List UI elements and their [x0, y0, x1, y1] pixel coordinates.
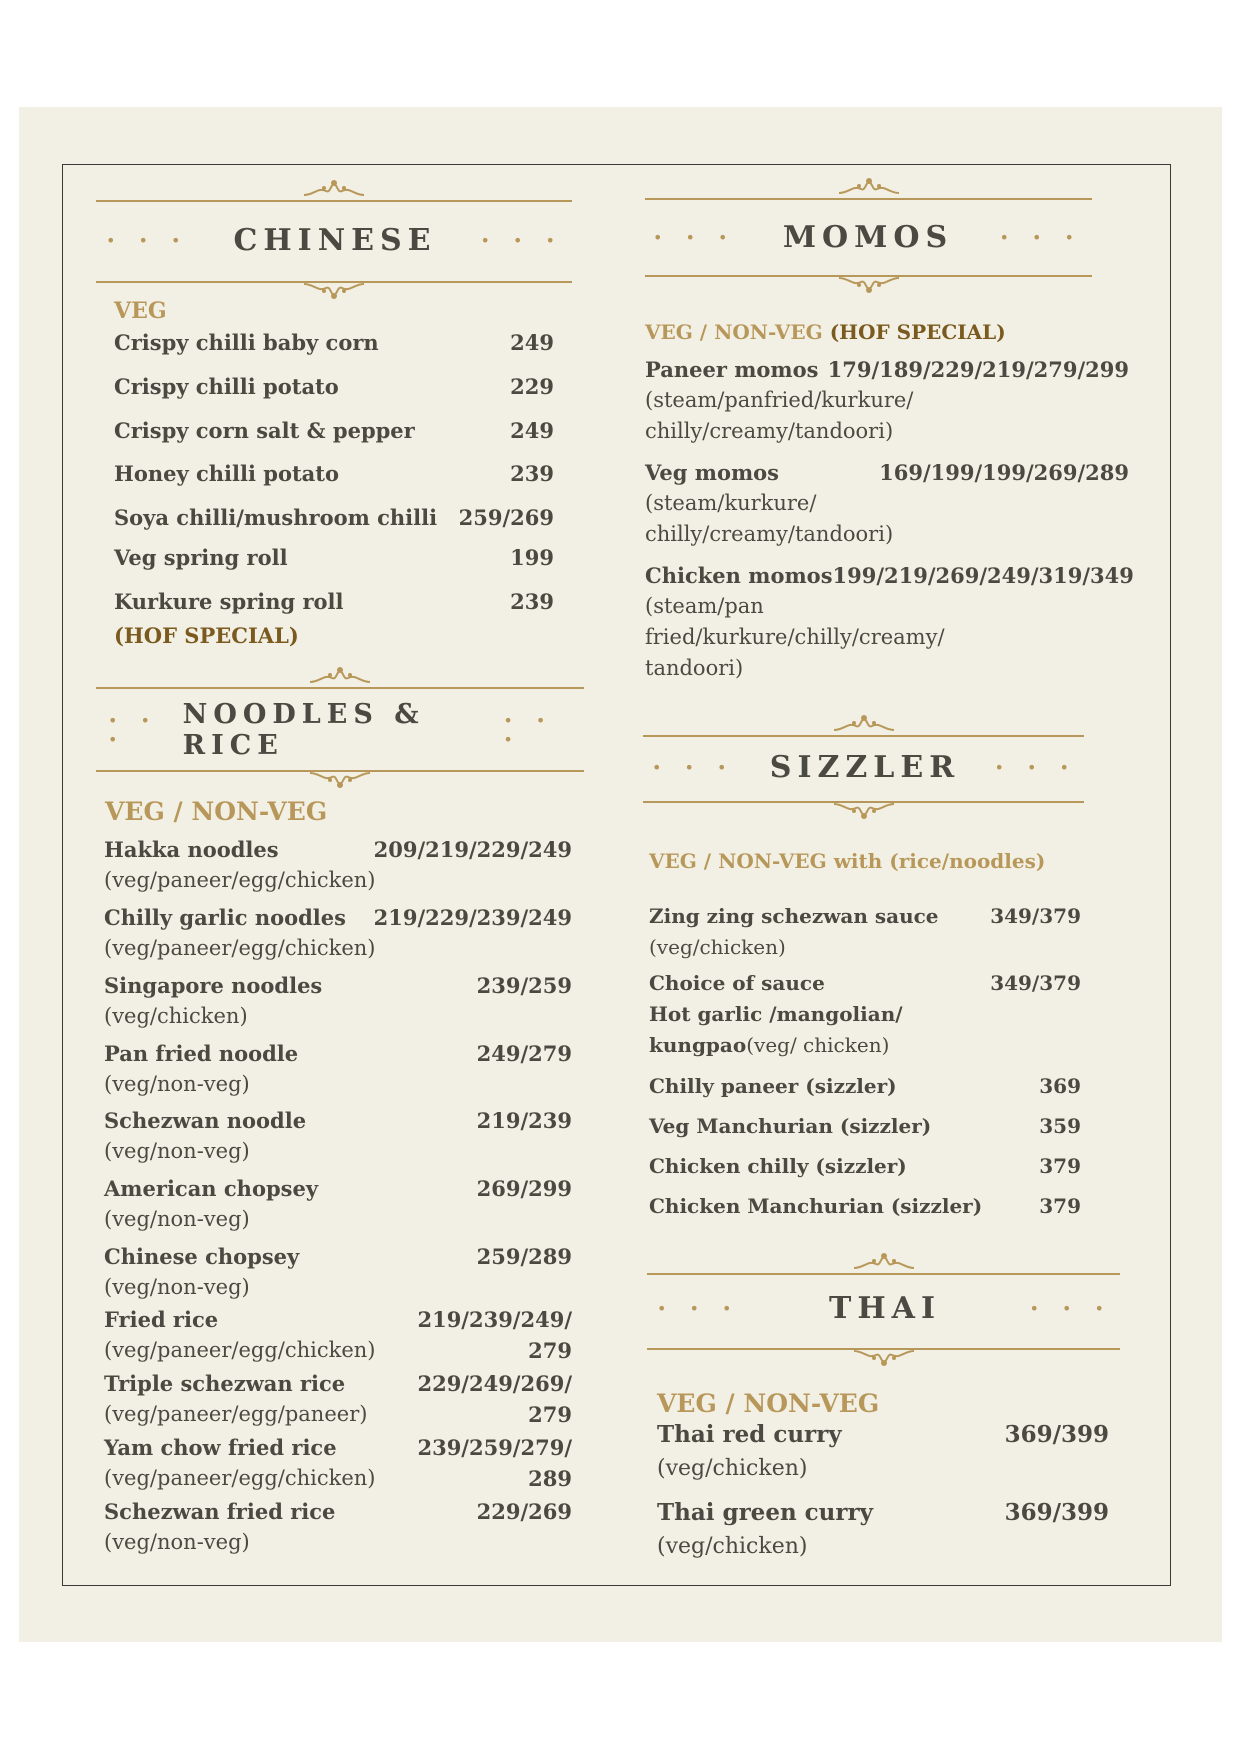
dots-decoration: • • •: [657, 1298, 741, 1318]
item-options: (veg/paneer/egg/chicken): [104, 1466, 376, 1490]
item-name: Honey chilli potato: [114, 461, 339, 486]
menu-item: [657, 1421, 1109, 1448]
flourish-icon: [832, 714, 896, 736]
item-options: (veg/non-veg): [104, 1139, 250, 1163]
item-price: 249/279: [476, 1041, 572, 1066]
item-price: 199: [510, 545, 554, 570]
item-name: Paneer momos: [645, 357, 819, 382]
ornament-divider: [643, 717, 1084, 741]
item-name: Schezwan fried rice: [104, 1499, 336, 1524]
item-price: 229/269: [476, 1499, 572, 1524]
menu-item: [104, 1499, 572, 1524]
flourish-icon: [302, 282, 366, 304]
item-price: 369/399: [1004, 1499, 1109, 1526]
item-options: (steam/panfried/kurkure/: [645, 388, 914, 412]
menu-item: [104, 973, 572, 998]
ornament-divider: [96, 277, 572, 301]
ornament-divider: [643, 797, 1084, 821]
flourish-icon: [302, 179, 366, 201]
menu-item: [114, 374, 554, 399]
menu-item: [649, 1154, 1081, 1178]
section-title: NOODLES & RICE: [182, 699, 425, 761]
item-price: 259/269: [458, 505, 554, 530]
menu-item: [649, 971, 1081, 995]
item-name: Veg spring roll: [114, 545, 288, 570]
menu-item: [114, 589, 554, 614]
item-options: (veg/chicken): [657, 1534, 808, 1559]
item-options: (veg/non-veg): [104, 1275, 250, 1299]
item-price: 239/259/279/: [417, 1435, 572, 1460]
menu-item: [104, 837, 572, 862]
item-price: 369/399: [1004, 1421, 1109, 1448]
item-name: Thai green curry: [657, 1499, 874, 1526]
category-label: VEG / NON-VEG: [657, 1389, 880, 1418]
section-heading-chinese: [106, 220, 564, 260]
item-options: tandoori): [645, 656, 744, 680]
menu-item: [649, 1074, 1081, 1098]
item-name: Chilly garlic noodles: [104, 905, 346, 930]
item-name: Hakka noodles: [104, 837, 279, 862]
menu-item: [114, 545, 554, 570]
category-label: VEG: [114, 298, 167, 324]
ornament-divider: [645, 180, 1092, 204]
item-options: (veg/non-veg): [104, 1072, 250, 1096]
item-name: Veg momos: [645, 460, 779, 485]
item-name: Chicken Manchurian (sizzler): [649, 1194, 983, 1218]
menu-item: [114, 330, 554, 355]
item-price: 219/239/249/: [417, 1307, 572, 1332]
dots-decoration: • • •: [653, 227, 737, 247]
item-options: chilly/creamy/tandoori): [645, 419, 894, 443]
item-options: (veg/chicken): [104, 1004, 248, 1028]
item-price: 169/199/199/269/289: [879, 460, 1129, 485]
flourish-icon: [852, 1349, 916, 1371]
item-price: 289: [528, 1466, 572, 1491]
item-price: 349/379: [990, 904, 1081, 928]
ornament-divider: [96, 182, 572, 206]
item-price: 349/379: [990, 971, 1081, 995]
menu-item: [645, 357, 1129, 382]
item-name: Crispy corn salt & pepper: [114, 418, 415, 443]
item-options: (steam/kurkure/: [645, 491, 817, 515]
menu-item: [645, 563, 1134, 588]
flourish-icon: [837, 276, 901, 298]
item-options: (veg/chicken): [649, 935, 786, 959]
menu-item: [114, 505, 554, 530]
special-tag: (HOF SPECIAL): [114, 623, 299, 648]
item-options: (veg/chicken): [657, 1456, 808, 1481]
item-options: (veg/ chicken): [746, 1033, 890, 1057]
dots-decoration: • • •: [108, 711, 159, 749]
menu-item: [114, 461, 554, 486]
flourish-icon: [832, 802, 896, 824]
item-price: 249: [510, 418, 554, 443]
dots-decoration: • • •: [1029, 1298, 1113, 1318]
menu-item: [104, 1108, 572, 1133]
category-text: VEG / NON-VEG: [645, 320, 823, 344]
item-sauce-options: [649, 1033, 889, 1057]
menu-item: [104, 1307, 572, 1332]
item-price: 179/189/229/219/279/299: [827, 357, 1129, 382]
item-options: chilly/creamy/tandoori): [645, 522, 894, 546]
item-sauce-options: [649, 1002, 903, 1026]
section-heading-momos: [653, 217, 1083, 257]
item-name: Zing zing schezwan sauce: [649, 904, 939, 928]
dots-decoration: • • •: [994, 757, 1078, 777]
item-name: Crispy chilli baby corn: [114, 330, 379, 355]
section-title: CHINESE: [233, 222, 437, 258]
item-name: Soya chilli/mushroom chilli: [114, 505, 438, 530]
menu-item: [104, 1176, 572, 1201]
item-options: (veg/paneer/egg/chicken): [104, 1338, 376, 1362]
item-price: 239: [510, 589, 554, 614]
menu-item: [114, 418, 554, 443]
item-name: Kurkure spring roll: [114, 589, 344, 614]
dots-decoration: • • •: [106, 230, 190, 250]
item-options: (veg/non-veg): [104, 1530, 250, 1554]
item-name: Choice of sauce: [649, 971, 825, 995]
category-label: VEG / NON-VEG: [105, 797, 328, 826]
category-label: VEG / NON-VEG with (rice/noodles): [649, 849, 1046, 873]
section-heading-sizzler: [652, 747, 1078, 787]
item-name: Chicken chilly (sizzler): [649, 1154, 907, 1178]
menu-item: [657, 1499, 1109, 1526]
section-title: THAI: [829, 1290, 941, 1326]
section-title: MOMOS: [782, 219, 954, 255]
item-name: Veg Manchurian (sizzler): [649, 1114, 932, 1138]
item-price: 259/289: [476, 1244, 572, 1269]
item-options: (veg/paneer/egg/paneer): [104, 1402, 368, 1426]
item-price: 239/259: [476, 973, 572, 998]
item-options: (steam/pan: [645, 594, 764, 618]
item-options: Hot garlic /mangolian/: [649, 1002, 903, 1026]
dots-decoration: • • •: [503, 711, 555, 749]
dots-decoration: • • •: [999, 227, 1083, 247]
ornament-divider: [647, 1255, 1120, 1279]
ornament-divider: [647, 1344, 1120, 1368]
item-options: (veg/paneer/egg/chicken): [104, 936, 376, 960]
item-options: fried/kurkure/chilly/creamy/: [645, 625, 945, 649]
flourish-icon: [837, 177, 901, 199]
menu-item: [645, 460, 1129, 485]
category-label: [645, 320, 1006, 344]
item-price: 269/299: [476, 1176, 572, 1201]
item-price: 369: [1039, 1074, 1081, 1098]
flourish-icon: [308, 666, 372, 688]
menu-item: [104, 1435, 572, 1460]
flourish-icon: [852, 1252, 916, 1274]
item-name: Chilly paneer (sizzler): [649, 1074, 897, 1098]
item-price: 379: [1039, 1154, 1081, 1178]
item-options: (veg/paneer/egg/chicken): [104, 868, 376, 892]
item-price: 279: [528, 1338, 572, 1363]
item-price: 209/219/229/249: [373, 837, 572, 862]
section-heading-thai: [657, 1288, 1113, 1328]
item-name: Pan fried noodle: [104, 1041, 299, 1066]
item-name: Chinese chopsey: [104, 1244, 300, 1269]
item-price: 379: [1039, 1194, 1081, 1218]
item-name: Triple schezwan rice: [104, 1371, 346, 1396]
ornament-divider: [645, 271, 1092, 295]
item-price: 279: [528, 1402, 572, 1427]
item-name: Yam chow fried rice: [104, 1435, 337, 1460]
menu-item: [649, 1194, 1081, 1218]
item-name: Chicken momos: [645, 563, 833, 588]
item-options: (veg/non-veg): [104, 1207, 250, 1231]
item-price: 229/249/269/: [417, 1371, 572, 1396]
item-price: 249: [510, 330, 554, 355]
item-price: 219/229/239/249: [373, 905, 572, 930]
menu-item: [649, 1114, 1081, 1138]
dots-decoration: • • •: [652, 757, 736, 777]
item-name: Thai red curry: [657, 1421, 842, 1448]
item-name: Singapore noodles: [104, 973, 323, 998]
ornament-divider: [96, 766, 584, 790]
item-name: Schezwan noodle: [104, 1108, 307, 1133]
item-price: 219/239: [476, 1108, 572, 1133]
item-price: 239: [510, 461, 554, 486]
menu-item: [104, 1371, 572, 1396]
item-price: 359: [1039, 1114, 1081, 1138]
item-name: American chopsey: [104, 1176, 319, 1201]
item-price: 199/219/269/249/319/349: [832, 563, 1134, 588]
item-name: Fried rice: [104, 1307, 219, 1332]
section-heading-noodles: [108, 699, 578, 761]
section-title: SIZZLER: [769, 749, 961, 785]
menu-item: [104, 905, 572, 930]
menu-item: [104, 1244, 572, 1269]
menu-item: [104, 1041, 572, 1066]
item-price: 229: [510, 374, 554, 399]
item-options: kungpao: [649, 1033, 747, 1057]
special-tag: (HOF SPECIAL): [829, 320, 1006, 344]
dots-decoration: • • •: [480, 230, 564, 250]
ornament-divider: [96, 669, 584, 693]
menu-item: [649, 904, 1081, 928]
flourish-icon: [308, 771, 372, 793]
item-name: Crispy chilli potato: [114, 374, 339, 399]
